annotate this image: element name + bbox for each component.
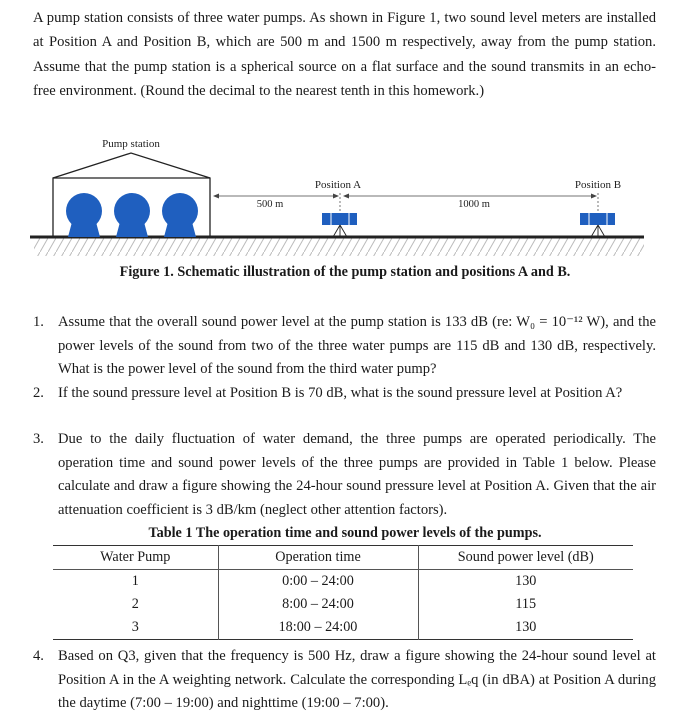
question-number: 4.: [33, 648, 44, 664]
question-text: Assume that the overall sound power level at the pump station is 133 dB (re: W₀ = 10⁻¹² W), and the power levels of the sound from two of the three water pumps are 115 dB and 130 dB, respectively. What is the power level of the sound from the third water pump?: [58, 314, 656, 377]
question-text: Based on Q3, given that the frequency is 500 Hz, draw a figure showing the 24-hour sound level at Position A in the A weighting network. Calculate the corresponding Lₑq (in dBA) at Position A during the daytime (7:00 – 19:00) and nighttime (19:00 – 7:00).: [58, 648, 656, 711]
cell-level: 130: [418, 570, 633, 594]
cell-pump: 2: [131, 596, 139, 612]
question-text: Due to the daily fluctuation of water demand, the three pumps are operated periodically. The operation time and sound power levels of the three pumps are provided in Table 1 below. Please calculate and draw a figure showing the 24-hour sound pressure level at Position A. Given that the air attenuation coefficient is 3 dB/km (neglect other attention factors).: [58, 431, 656, 518]
table-caption: Table 1 The operation time and sound power levels of the pumps.: [148, 525, 542, 541]
cell-time: 18:00 – 24:00: [218, 616, 418, 640]
dimension-500m: [213, 194, 339, 199]
distance-1000m-label: 1000 m: [458, 199, 490, 210]
ground-hatch: [34, 238, 644, 256]
question-number: 3.: [33, 431, 44, 447]
schematic-figure: [0, 0, 690, 290]
cell-pump: 3: [131, 619, 139, 635]
cell-time: 0:00 – 24:00: [218, 570, 418, 594]
question-number: 2.: [33, 385, 44, 401]
water-pump-2: [114, 193, 150, 237]
question-text: If the sound pressure level at Position B is 70 dB, what is the sound pressure level at Position A?: [58, 385, 623, 401]
question-2: [33, 382, 656, 430]
pump-operation-table: [53, 545, 633, 640]
cell-level: 115: [418, 593, 633, 616]
header-operation-time: Operation time: [218, 546, 418, 570]
water-pump-1: [66, 193, 102, 237]
question-3: [33, 428, 656, 524]
dimension-1000m: [343, 194, 597, 199]
table-row: [53, 593, 633, 616]
position-a-label: Position A: [314, 179, 362, 191]
question-number: 1.: [33, 314, 44, 330]
cell-time: 8:00 – 24:00: [218, 593, 418, 616]
table-header-row: [53, 546, 633, 570]
header-water-pump: Water Pump: [100, 549, 171, 565]
cell-pump: 1: [131, 573, 139, 589]
position-b-label: Position B: [574, 179, 622, 191]
distance-500m-label: 500 m: [256, 199, 284, 210]
sound-level-meter-b: [580, 193, 615, 237]
sound-level-meter-a: [322, 193, 357, 237]
figure-caption: Figure 1. Schematic illustration of the pump station and positions A and B.: [119, 264, 571, 280]
cell-level: 130: [418, 616, 633, 640]
question-1: [33, 311, 656, 383]
table-row: [53, 616, 633, 640]
water-pump-3: [162, 193, 198, 237]
question-4: [33, 645, 656, 717]
table-row: [53, 570, 633, 594]
intro-paragraph: A pump station consists of three water pumps. As shown in Figure 1, two sound level meters are installed at Position A and Position B, which are 500 m and 1500 m respectively, away from the pump station. Assume that the pump station is a spherical source on a flat surface and the sound transmits in an echo-free environment. (Round the decimal to the nearest tenth in this homework.): [33, 10, 656, 100]
pump-station-label: Pump station: [102, 138, 160, 150]
header-sound-power-level: Sound power level (dB): [418, 546, 633, 570]
